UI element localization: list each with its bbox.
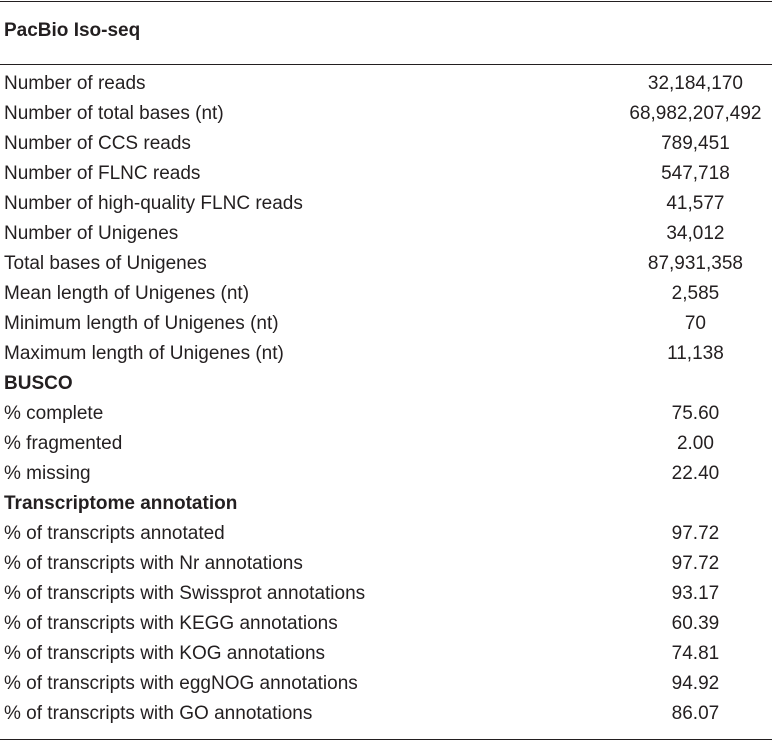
- section-row: [0, 489, 772, 519]
- row-label: Number of CCS reads: [4, 133, 191, 154]
- table-row: [0, 219, 772, 249]
- row-label: Number of total bases (nt): [4, 103, 224, 124]
- table-row: [0, 189, 772, 219]
- row-value: 60.39: [671, 613, 720, 634]
- row-value: 34,012: [666, 223, 725, 244]
- table-row: [0, 519, 772, 549]
- row-value: 93.17: [671, 583, 720, 604]
- row-value: 97.72: [671, 523, 720, 544]
- row-label: % of transcripts annotated: [4, 523, 225, 544]
- row-value: 547,718: [661, 163, 730, 184]
- row-value: 94.92: [671, 673, 720, 694]
- table-body: [0, 69, 772, 729]
- row-label: % of transcripts with KOG annotations: [4, 643, 326, 664]
- row-value: [561, 369, 772, 399]
- table-header: PacBio Iso-seq: [4, 20, 141, 41]
- bottom-rule: [0, 739, 772, 740]
- row-label: Number of reads: [4, 73, 146, 94]
- table-row: [0, 129, 772, 159]
- row-label: % of transcripts with KEGG annotations: [4, 613, 338, 634]
- table-row: [0, 309, 772, 339]
- row-value: 2.00: [676, 433, 714, 454]
- row-label: % missing: [4, 463, 91, 484]
- row-label: % of transcripts with eggNOG annotations: [4, 673, 358, 694]
- section-label: Transcriptome annotation: [4, 493, 238, 514]
- section-label: BUSCO: [4, 373, 73, 394]
- row-label: Number of FLNC reads: [4, 163, 201, 184]
- table-row: [0, 159, 772, 189]
- table-row: [0, 459, 772, 489]
- row-value: 41,577: [666, 193, 725, 214]
- table-row: [0, 399, 772, 429]
- header-rule: [0, 64, 772, 65]
- row-value: 22.40: [671, 463, 720, 484]
- row-label: % of transcripts with GO annotations: [4, 703, 313, 724]
- row-value: 11,138: [667, 343, 724, 364]
- row-label: Number of Unigenes: [4, 223, 179, 244]
- row-value: 789,451: [661, 133, 730, 154]
- row-label: Minimum length of Unigenes (nt): [4, 313, 279, 334]
- row-label: % complete: [4, 403, 104, 424]
- row-label: Number of high-quality FLNC reads: [4, 193, 303, 214]
- table-row: [0, 99, 772, 129]
- row-value: 32,184,170: [647, 73, 743, 94]
- row-label: Mean length of Unigenes (nt): [4, 283, 250, 304]
- table-row: [0, 279, 772, 309]
- top-rule: [0, 1, 772, 2]
- table-row: [0, 579, 772, 609]
- row-label: Total bases of Unigenes: [4, 253, 207, 274]
- section-row: [0, 369, 772, 399]
- table-row: [0, 669, 772, 699]
- table-row: [0, 609, 772, 639]
- table-row: [0, 69, 772, 99]
- row-value: 86.07: [671, 703, 720, 724]
- row-value: 97.72: [671, 553, 720, 574]
- row-value: 74.81: [671, 643, 720, 664]
- row-label: Maximum length of Unigenes (nt): [4, 343, 284, 364]
- table-row: [0, 699, 772, 729]
- table-row: [0, 429, 772, 459]
- table-row: [0, 639, 772, 669]
- row-value: 75.60: [671, 403, 720, 424]
- row-value: [561, 489, 772, 519]
- row-value: 87,931,358: [647, 253, 743, 274]
- table-row: [0, 549, 772, 579]
- row-value: 68,982,207,492: [629, 103, 762, 124]
- table-row: [0, 249, 772, 279]
- table-row: [0, 339, 772, 369]
- row-value: 2,585: [671, 283, 720, 304]
- row-label: % of transcripts with Swissprot annotations: [4, 583, 366, 604]
- row-label: % fragmented: [4, 433, 123, 454]
- row-label: % of transcripts with Nr annotations: [4, 553, 303, 574]
- row-value: 70: [684, 313, 706, 334]
